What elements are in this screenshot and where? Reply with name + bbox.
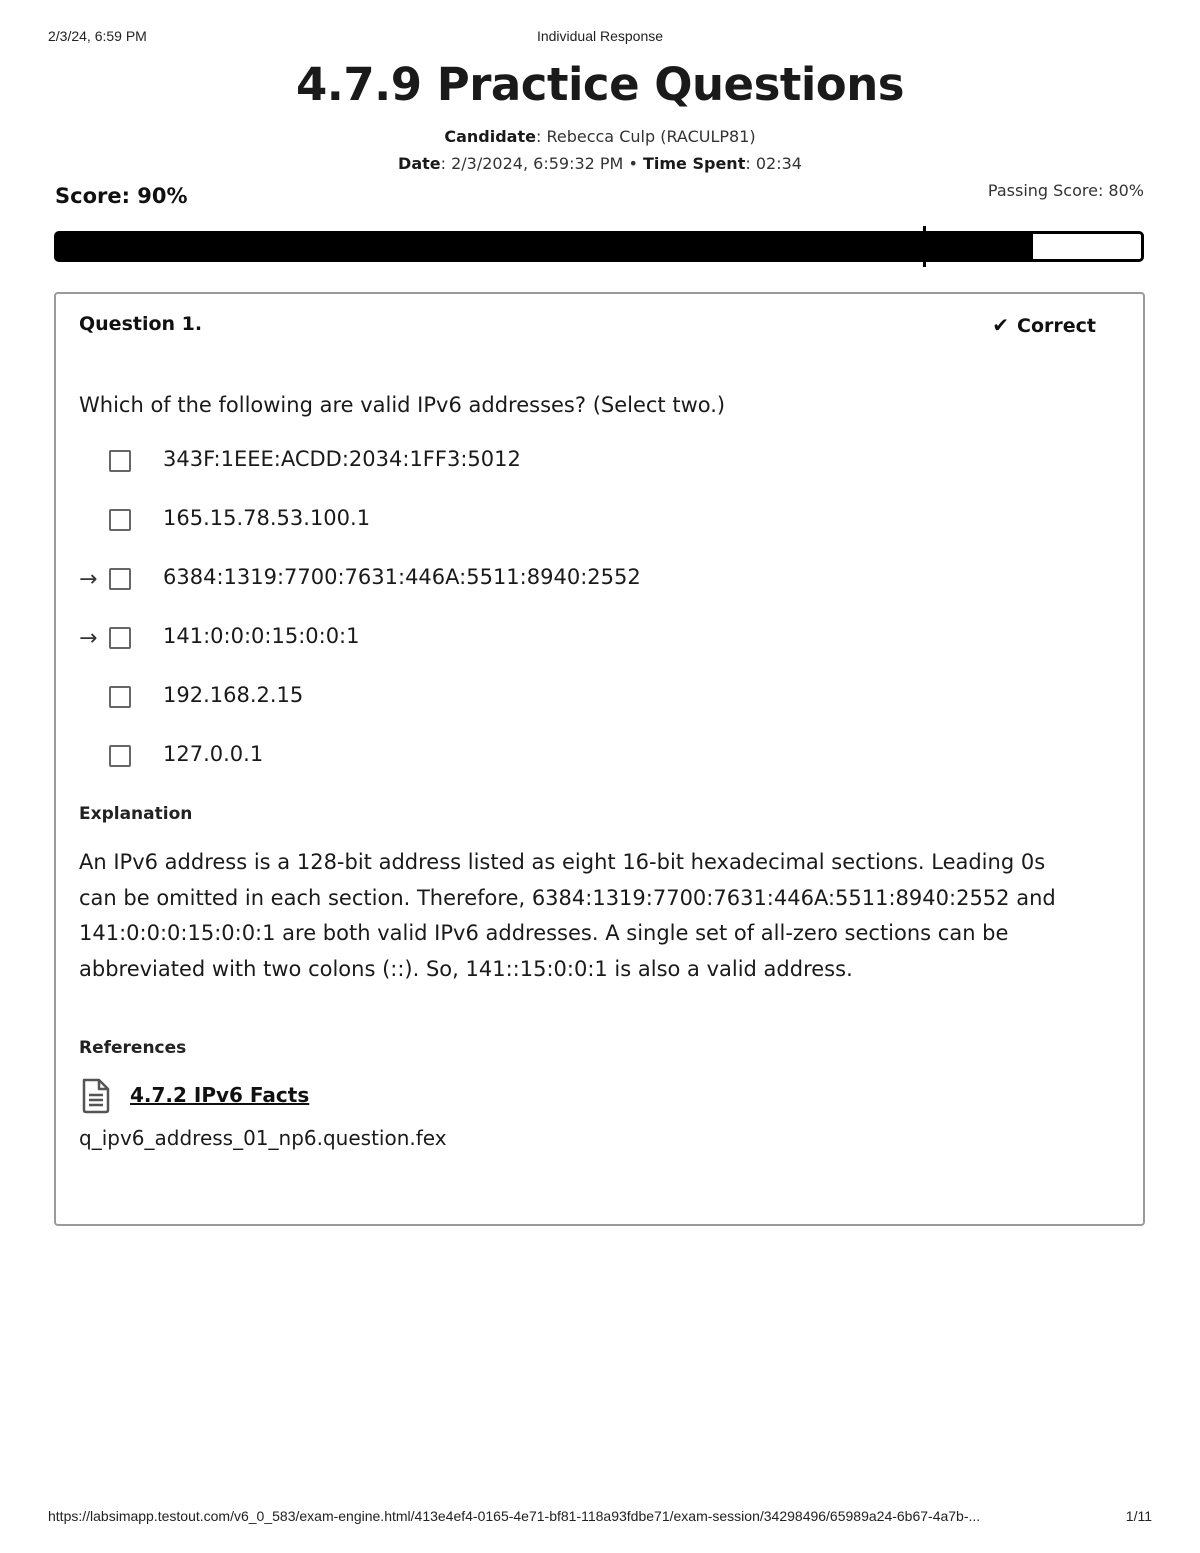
reference-link-label[interactable]: 4.7.2 IPv6 Facts	[130, 1083, 310, 1107]
option-text: 141:0:0:0:15:0:0:1	[163, 624, 360, 648]
time-spent-label: Time Spent	[642, 154, 746, 173]
meta-separator: •	[628, 154, 638, 173]
checkbox[interactable]	[109, 627, 131, 649]
checkbox[interactable]	[109, 745, 131, 767]
checkbox[interactable]	[109, 450, 131, 472]
passing-score-marker	[923, 226, 926, 267]
candidate-value: Rebecca Culp (RACULP81)	[546, 127, 756, 146]
status-label: Correct	[1017, 315, 1096, 337]
answer-option[interactable]	[79, 554, 1123, 613]
checkmark-icon: ✔	[992, 313, 1010, 337]
checkbox[interactable]	[109, 686, 131, 708]
option-text: 127.0.0.1	[163, 742, 264, 766]
question-card	[54, 292, 1145, 1226]
question-number: Question 1.	[79, 313, 203, 335]
score-progress-fill	[57, 234, 1033, 259]
option-text: 343F:1EEE:ACDD:2034:1FF3:5012	[163, 447, 521, 471]
option-text: 6384:1319:7700:7631:446A:5511:8940:2552	[163, 565, 641, 589]
page-number: 1/11	[1125, 1508, 1152, 1524]
explanation-text: An IPv6 address is a 128-bit address listed as eight 16-bit hexadecimal sections. Leading 0s can be omitted in each section. Therefore, 6384:1319:7700:7631:446A:5511:8940:2552 and 141:0:0:0:15:0:0:1 are both valid IPv6 addresses. A single set of all-zero sections can be abbreviated with two colons (::). So, 141::15:0:0:1 is also a valid address.	[79, 850, 1056, 981]
print-title: Individual Response	[536, 28, 664, 44]
date-line: Date: 2/3/2024, 6:59:32 PM • Time Spent: 02:34	[398, 154, 802, 173]
correct-arrow-icon: →	[79, 626, 98, 651]
candidate-label: Candidate	[444, 127, 536, 146]
checkbox[interactable]	[109, 509, 131, 531]
document-icon	[79, 1077, 113, 1119]
passing-score: Passing Score: 80%	[987, 181, 1144, 200]
question-status	[992, 313, 1096, 337]
page-url: https://labsimapp.testout.com/v6_0_583/exam-engine.html/413e4ef4-0165-4e71-bf81-118a93fdbe71/exam-session/34298496/65989a24-6b67-4a7b-...	[48, 1508, 981, 1524]
references-heading: References	[79, 1038, 187, 1058]
option-text: 192.168.2.15	[163, 683, 304, 707]
answer-option[interactable]	[79, 495, 1123, 554]
date-value: 2/3/2024, 6:59:32 PM	[451, 154, 624, 173]
print-date: 2/3/24, 6:59 PM	[48, 28, 147, 44]
option-text: 165.15.78.53.100.1	[163, 506, 371, 530]
answer-option[interactable]	[79, 672, 1123, 731]
correct-arrow-icon: →	[79, 567, 98, 592]
time-spent-value: 02:34	[755, 154, 802, 173]
explanation-heading: Explanation	[79, 804, 193, 824]
score-progress-bar	[54, 231, 1144, 262]
print-header	[48, 28, 1152, 48]
print-footer	[48, 1508, 1152, 1528]
question-file-name: q_ipv6_address_01_np6.question.fex	[79, 1126, 447, 1150]
checkbox[interactable]	[109, 568, 131, 590]
answer-option[interactable]	[79, 613, 1123, 672]
date-label: Date	[398, 154, 441, 173]
question-prompt: Which of the following are valid IPv6 addresses? (Select two.)	[79, 393, 726, 417]
candidate-line: Candidate: Rebecca Culp (RACULP81)	[444, 127, 756, 146]
score: Score: 90%	[55, 184, 188, 208]
answer-options	[79, 436, 1123, 790]
answer-option[interactable]	[79, 731, 1123, 790]
answer-option[interactable]	[79, 436, 1123, 495]
page-title: 4.7.9 Practice Questions	[295, 58, 905, 111]
